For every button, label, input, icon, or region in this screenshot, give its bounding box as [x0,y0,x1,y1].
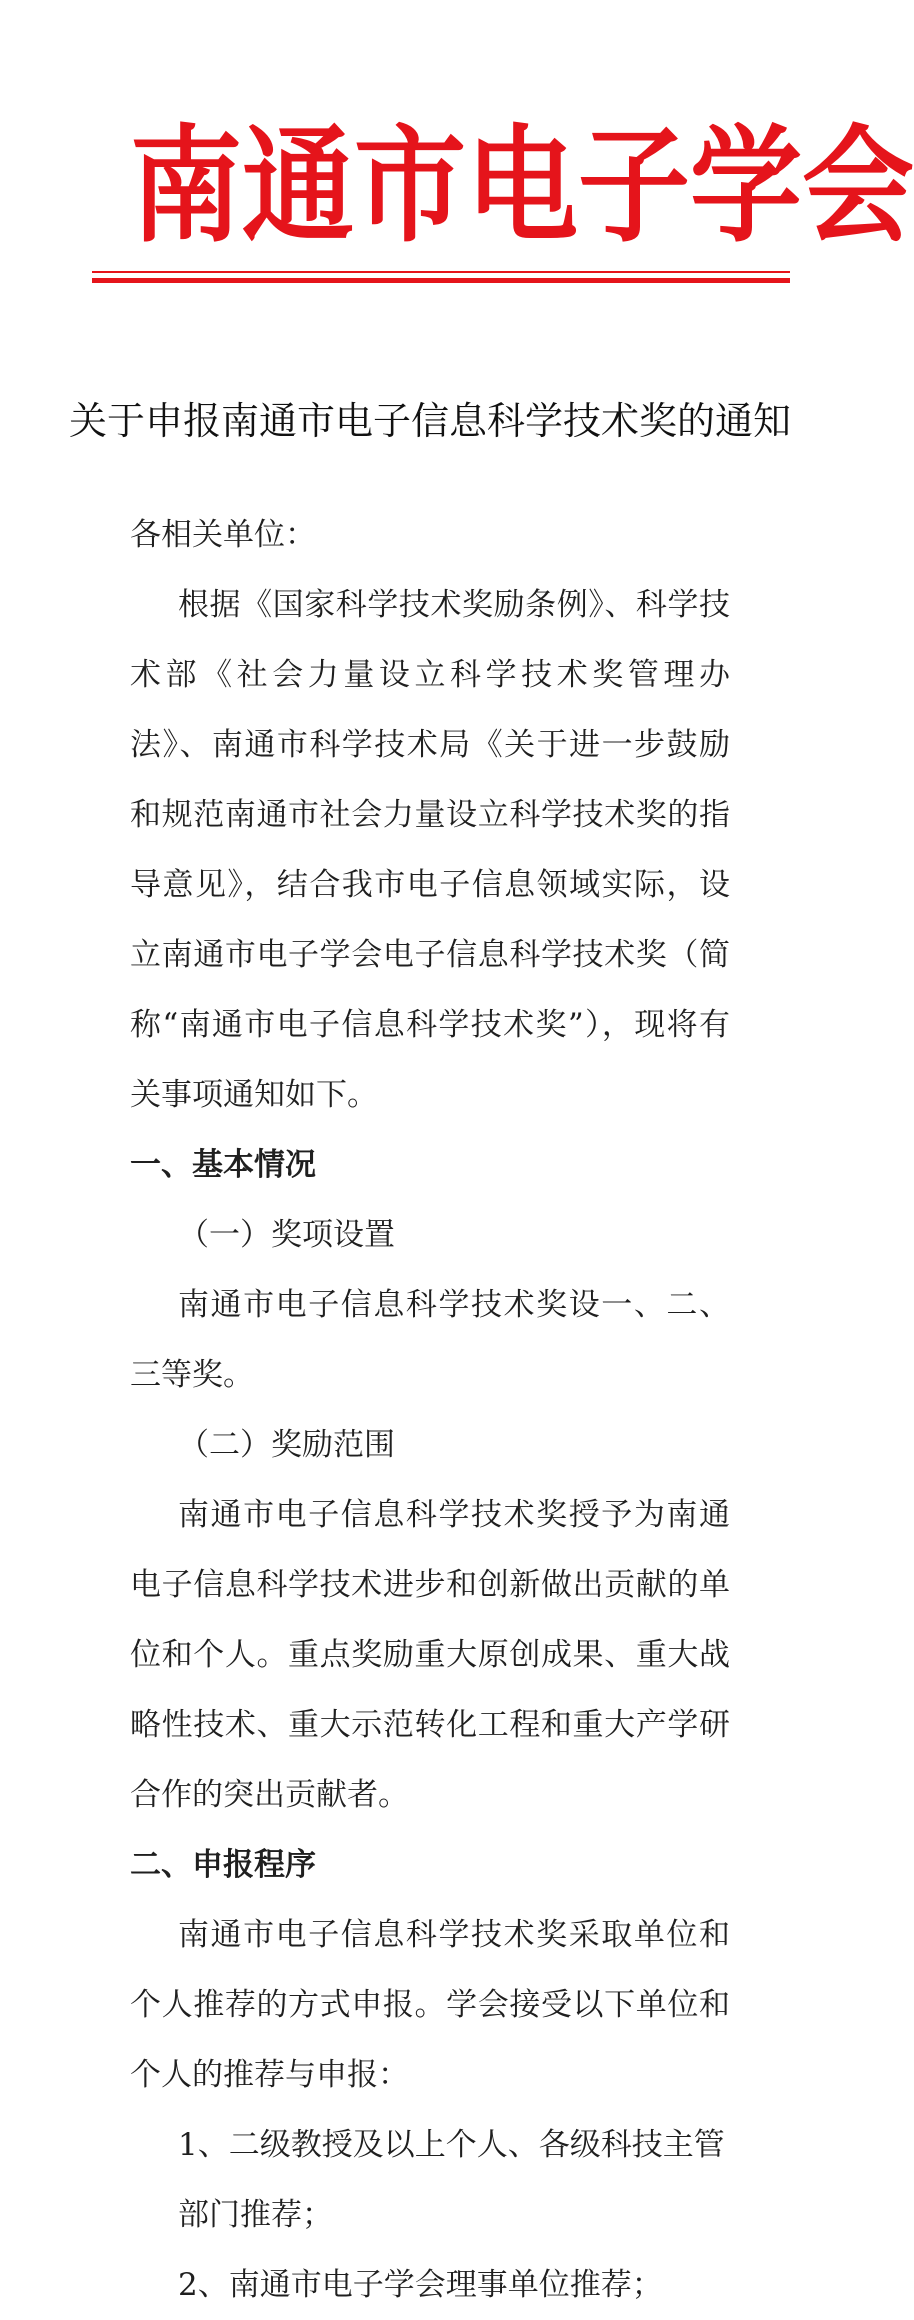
notice-body [130,500,730,2320]
notice-title: 关于申报南通市电子信息科学技术奖的通知 [68,399,791,443]
letterhead-char: 子 [578,114,690,260]
section1-sub2-title: （二）奖励范围 [178,1427,395,1463]
section1-sub1-title: （一）奖项设置 [178,1217,395,1253]
intro-paragraph: 根据《国家科学技术奖励条例》、科学技术部《社会力量设立科学技术奖管理办法》、南通市科学技术局《关于进一步鼓励和规范南通市社会力量设立科学技术奖的指导意见》，结合我市电子信息领域实际，设立南通市电子学会电子信息科学技术奖（简称“南通市电子信息科学技术奖”），现将有关事项通知如下。 [130,587,730,1113]
section2-text: 南通市电子信息科学技术奖采取单位和个人推荐的方式申报。学会接受以下单位和个人的推荐与申报： [130,1917,730,2093]
section1-sub2-text: 南通市电子信息科学技术奖授予为南通电子信息科学技术进步和创新做出贡献的单位和个人。重点奖励重大原创成果、重大战略性技术、重大示范转化工程和重大产学研合作的突出贡献者。 [130,1497,730,1813]
letterhead-rule-thick [92,278,790,283]
letterhead-char: 南 [130,114,242,260]
letterhead-char: 市 [354,114,466,260]
letterhead-rule-thin [92,271,790,273]
section1-heading: 一、基本情况 [130,1147,316,1183]
letterhead-char: 通 [242,114,354,260]
section2-heading: 二、申报程序 [130,1847,316,1883]
letterhead-char: 学 [690,114,802,260]
letterhead-char: 会 [802,114,914,260]
letterhead [130,112,914,262]
section1-sub1-text: 南通市电子信息科学技术奖设一、二、三等奖。 [130,1287,730,1393]
letterhead-char: 电 [466,114,578,260]
section2-item-1: 1、二级教授及以上个人、各级科技主管部门推荐； [178,2127,725,2233]
salutation: 各相关单位： [130,517,316,553]
section2-item-2: 2、南通市电子学会理事单位推荐； [178,2267,663,2303]
